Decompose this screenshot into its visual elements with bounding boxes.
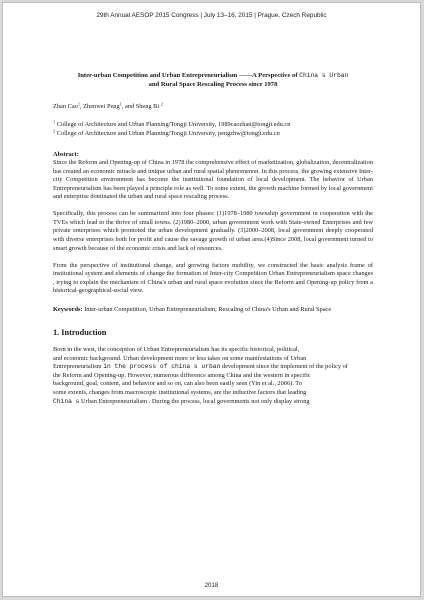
- title-part-1: Inter-urban Competition and Urban Entrepreneurialism ——A Perspective of: [77, 72, 298, 79]
- paper-title: [61, 71, 365, 89]
- intro-mono-fragment: China s: [53, 397, 80, 405]
- title-part-2: and Rural Space Rescaling Process since 1978: [148, 81, 278, 89]
- author-separator: ,: [80, 103, 84, 111]
- author-name: Zhan Cao: [53, 103, 78, 111]
- intro-line: [53, 372, 373, 381]
- title-mono-fragment: China s Urban: [299, 72, 349, 79]
- intro-text-fragment: the Reform and Opening-up. However, numerous difference among China and the western in specific: [53, 371, 311, 379]
- keywords-text: Inter-urban Competition, Urban Entrepreneurialism, Rescaling of China's Urban and Rural Space: [82, 305, 332, 313]
- intro-text-fragment: Born in the west, the conception of Urban Entrepreneurialism has its specific historical, political,: [53, 346, 300, 354]
- intro-text-fragment: and economic background. Urban development more or less takes on some manifestations of Urban: [53, 354, 307, 362]
- introduction-text: [53, 346, 373, 406]
- keywords-label: Keywords:: [53, 305, 83, 313]
- author-affiliation-mark: 1: [119, 101, 122, 107]
- affiliation-line: [53, 130, 373, 139]
- author-affiliation-mark: 2: [160, 101, 163, 107]
- intro-line: [53, 380, 373, 389]
- intro-line: [53, 363, 373, 372]
- section-heading: 1. Introduction: [53, 328, 107, 338]
- keywords: [53, 306, 373, 315]
- intro-mono-fragment: in the process of china s urban: [103, 363, 221, 371]
- intro-line: [53, 346, 373, 355]
- page-number: 2018: [204, 582, 219, 589]
- intro-line: [53, 389, 373, 398]
- intro-text-fragment: some extents, changes from macroscopic institutional systems, are the inductive factors that leading: [53, 389, 307, 397]
- author-name: Zhenwei Peng: [83, 103, 120, 111]
- intro-text-fragment: Urban Entrepreneurialism . During the process, local governments not only display strong: [79, 397, 310, 405]
- abstract-paragraph: Since the Reform and Opening-up of China in 1978 the comprehensive effect of marketization, globalization, decentralization has created an economic miracle and unique urban and rural spatial phenomenon. In this process, the growing extensive Inter-city Competition environment has become the institutional foundation of local development. The behavior of Urban Entrepreneurialism has been played a principle role as well. To some extent, the growth machine formed by local government and enterprise dominated the urban and rural space rescaling process.: [53, 159, 373, 201]
- author-separator: , and: [121, 103, 136, 111]
- intro-text-fragment: background, goal, content, and behavior and so on, can also been easily seen (Yin et al., 2006). To: [53, 380, 302, 388]
- author-name: Sheng Bi: [135, 103, 160, 111]
- running-header: 29th Annual AESOP 2015 Congress | July 13–16, 2015 | Prague, Czech Republic: [96, 12, 327, 19]
- affiliation-text: College of Architecture and Urban Planning/Tongji University, 1989caozhan@tongji.edu.cn: [56, 120, 291, 128]
- abstract-paragraph: From the perspective of institutional change, and growing factors mobility, we constructed the basic analysis frame of institutional system and elements of change the formation of Inter-city Competition Urban Entrepreneurialism space changes , trying to explain the mechanism of China's urban and rural space evolution since the Reform and Opening-up policy from a historical-geographical-social view.: [53, 261, 373, 295]
- affiliations: [53, 121, 373, 139]
- affiliation-text: College of Architecture and Urban Planning/Tongji University, pengzhw@tongji.edu.cn: [56, 129, 280, 137]
- intro-text-fragment: development since the implement of the policy of: [220, 363, 348, 371]
- abstract-heading: Abstract:: [53, 150, 79, 158]
- intro-line: [53, 355, 373, 364]
- intro-line: [53, 398, 373, 407]
- affiliation-mark: 1: [53, 119, 56, 125]
- affiliation-mark: 2: [53, 128, 56, 134]
- document-page: [2, 2, 421, 597]
- affiliation-line: [53, 121, 373, 130]
- author-affiliation-mark: 1: [77, 101, 80, 107]
- author-list: [53, 103, 373, 112]
- intro-text-fragment: Entrepreneurialism: [53, 363, 104, 371]
- page-content: [53, 71, 373, 406]
- abstract-paragraph: Specifically, this process can be summarized into four phases: (1)1978–1980 township government in cooperation with the TVEs which lead to the thrive of small towns. (2)1980–2000, urban government work with State-owned Enterprises and few private enterprises which promoted the urban development gradually. (3)2000–2008, local government deeply cooperated with diverse enterprises both for profit and cause the savage growth of urban area.(4)Since 2008, local government turned to smart growth because of the economic crisis and lack of resources.: [53, 210, 373, 252]
